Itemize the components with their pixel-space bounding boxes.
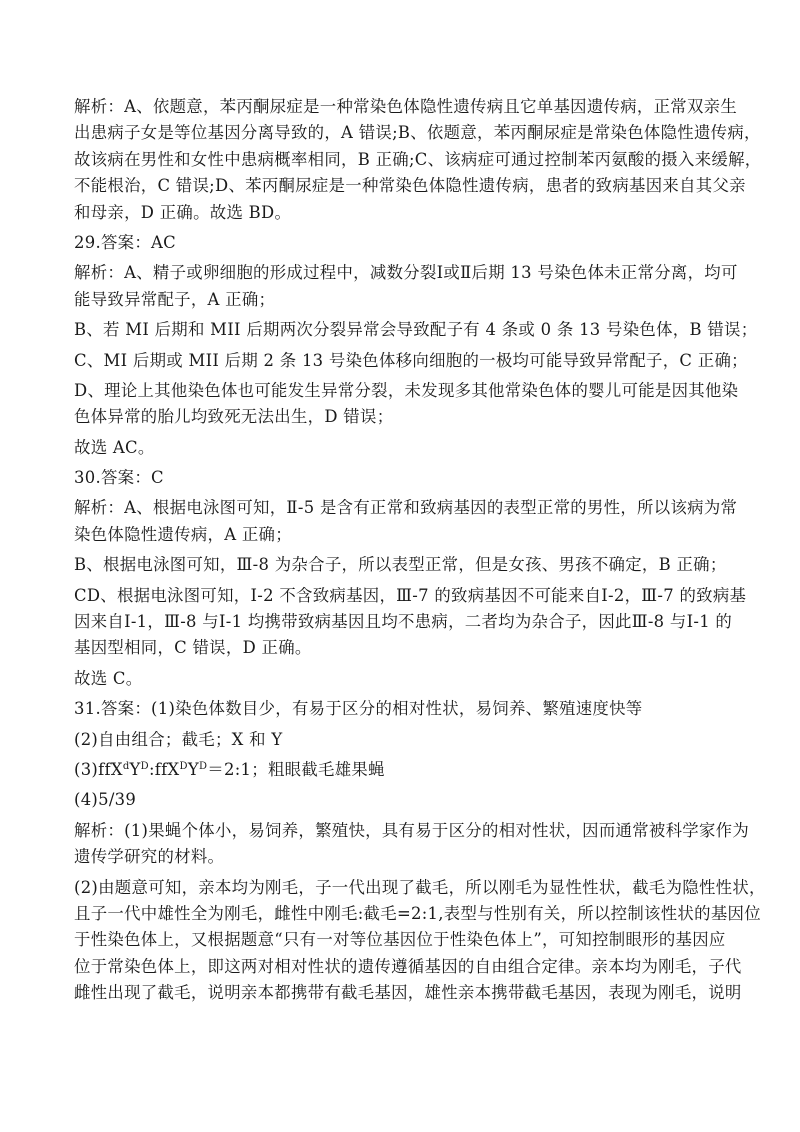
text-line: 雌性出现了截毛，说明亲本都携带有截毛基因，雄性亲本携带截毛基因，表现为刚毛，说明 — [74, 983, 742, 1003]
text-line: B、根据电泳图可知，Ⅲ-8 为杂合子，所以表型正常，但是女孩、男孩不确定，B 正确； — [74, 555, 727, 575]
document-page — [74, 94, 766, 1007]
text-line: 位于常染色体上，即这两对相对性状的遗传遵循基因的自由组合定律。亲本均为刚毛，子代 — [74, 956, 742, 976]
text-line: 解析：A、依题意，苯丙酮尿症是一种常染色体隐性遗传病且它单基因遗传病，正常双亲生 — [74, 97, 738, 116]
formula-part: (3)ffX — [74, 759, 123, 779]
text-line: 和母亲，D 正确。故选 BD。 — [74, 202, 292, 222]
text-line: 于性染色体上，又根据题意“只有一对等位基因位于性染色体上”，可知控制眼形的基因应 — [74, 930, 726, 950]
text-line: 故选 AC。 — [74, 437, 155, 457]
text-line: 染色体隐性遗传病，A 正确； — [74, 524, 292, 544]
text-line: B、若 MI 后期和 MII 后期两次分裂异常会导致配子有 4 条或 0 条 13 号染色体，B 错误； — [74, 320, 758, 340]
text-line: CD、根据电泳图可知，Ⅰ-2 不含致病基因，Ⅲ-7 的致病基因不可能来自Ⅰ-2，Ⅲ-7 的致病基 — [74, 585, 747, 605]
genotype-ratio-line — [74, 757, 734, 783]
formula-part: :ffX — [148, 759, 180, 779]
formula-superscript: D — [179, 760, 188, 772]
text-line: C、MI 后期或 MII 后期 2 条 13 号染色体移向细胞的一极均可能导致异常配子，C 正确； — [74, 350, 748, 370]
text-line: 且子一代中雄性全为刚毛，雌性中刚毛:截毛=2:1,表型与性别有关，所以控制该性状的基因位 — [74, 903, 761, 923]
formula-superscript: D — [198, 760, 208, 772]
text-line: (2)自由组合；截毛；X 和 Y — [74, 729, 283, 749]
formula-part: ＝2:1；粗眼截毛雄果蝇 — [207, 759, 385, 779]
text-line: 解析：(1)果蝇个体小，易饲养，繁殖快，具有易于区分的相对性状，因而通常被科学家作为 — [74, 820, 750, 840]
text-line: 基因型相同，C 错误，D 正确。 — [74, 638, 312, 658]
text-line: 遗传学研究的材料。 — [74, 847, 225, 867]
formula-part: Y — [187, 759, 199, 779]
text-line: 故该病在男性和女性中患病概率相同，B 正确;C、该病症可通过控制苯丙氨酸的摄入来缓解， — [74, 149, 762, 169]
text-line: 色体异常的胎儿均致死无法出生，D 错误； — [74, 407, 394, 427]
text-line: 故选 C。 — [74, 668, 143, 688]
text-line: D、理论上其他染色体也可能发生异常分裂，未发现多其他常染色体的婴儿可能是因其他染 — [74, 380, 739, 400]
formula-superscript: d — [122, 760, 130, 772]
text-line: (4)5/39 — [74, 790, 137, 810]
answer-heading: 31.答案：(1)染色体数目少，有易于区分的相对性状，易饲养、繁殖速度快等 — [74, 699, 643, 719]
text-line: 能导致异常配子，A 正确； — [74, 289, 276, 309]
text-line: 解析：A、精子或卵细胞的形成过程中，减数分裂Ⅰ或Ⅱ后期 13 号染色体未正常分离，均可 — [74, 263, 738, 283]
answer-heading: 29.答案：AC — [74, 232, 177, 252]
text-line: 解析：A、根据电泳图可知，Ⅱ-5 是含有正常和致病基因的表型正常的男性，所以该病为常 — [74, 498, 738, 518]
formula-superscript: D — [140, 760, 149, 772]
text-line: 因来自Ⅰ-1，Ⅲ-8 与Ⅰ-1 均携带致病基因且均不患病，二者均为杂合子，因此Ⅲ-8 与Ⅰ-1 的 — [74, 612, 733, 632]
answer-heading: 30.答案：C — [74, 468, 164, 488]
formula-part: Y — [129, 759, 141, 779]
text-line: 不能根治，C 错误;D、苯丙酮尿症是一种常染色体隐性遗传病，患者的致病基因来自其父亲 — [74, 176, 746, 196]
text-line: 出患病子女是等位基因分离导致的，A 错误;B、依题意，苯丙酮尿症是常染色体隐性遗传病， — [74, 123, 761, 143]
text-line: (2)由题意可知，亲本均为刚毛，子一代出现了截毛，所以刚毛为显性性状，截毛为隐性性状， — [74, 877, 766, 897]
